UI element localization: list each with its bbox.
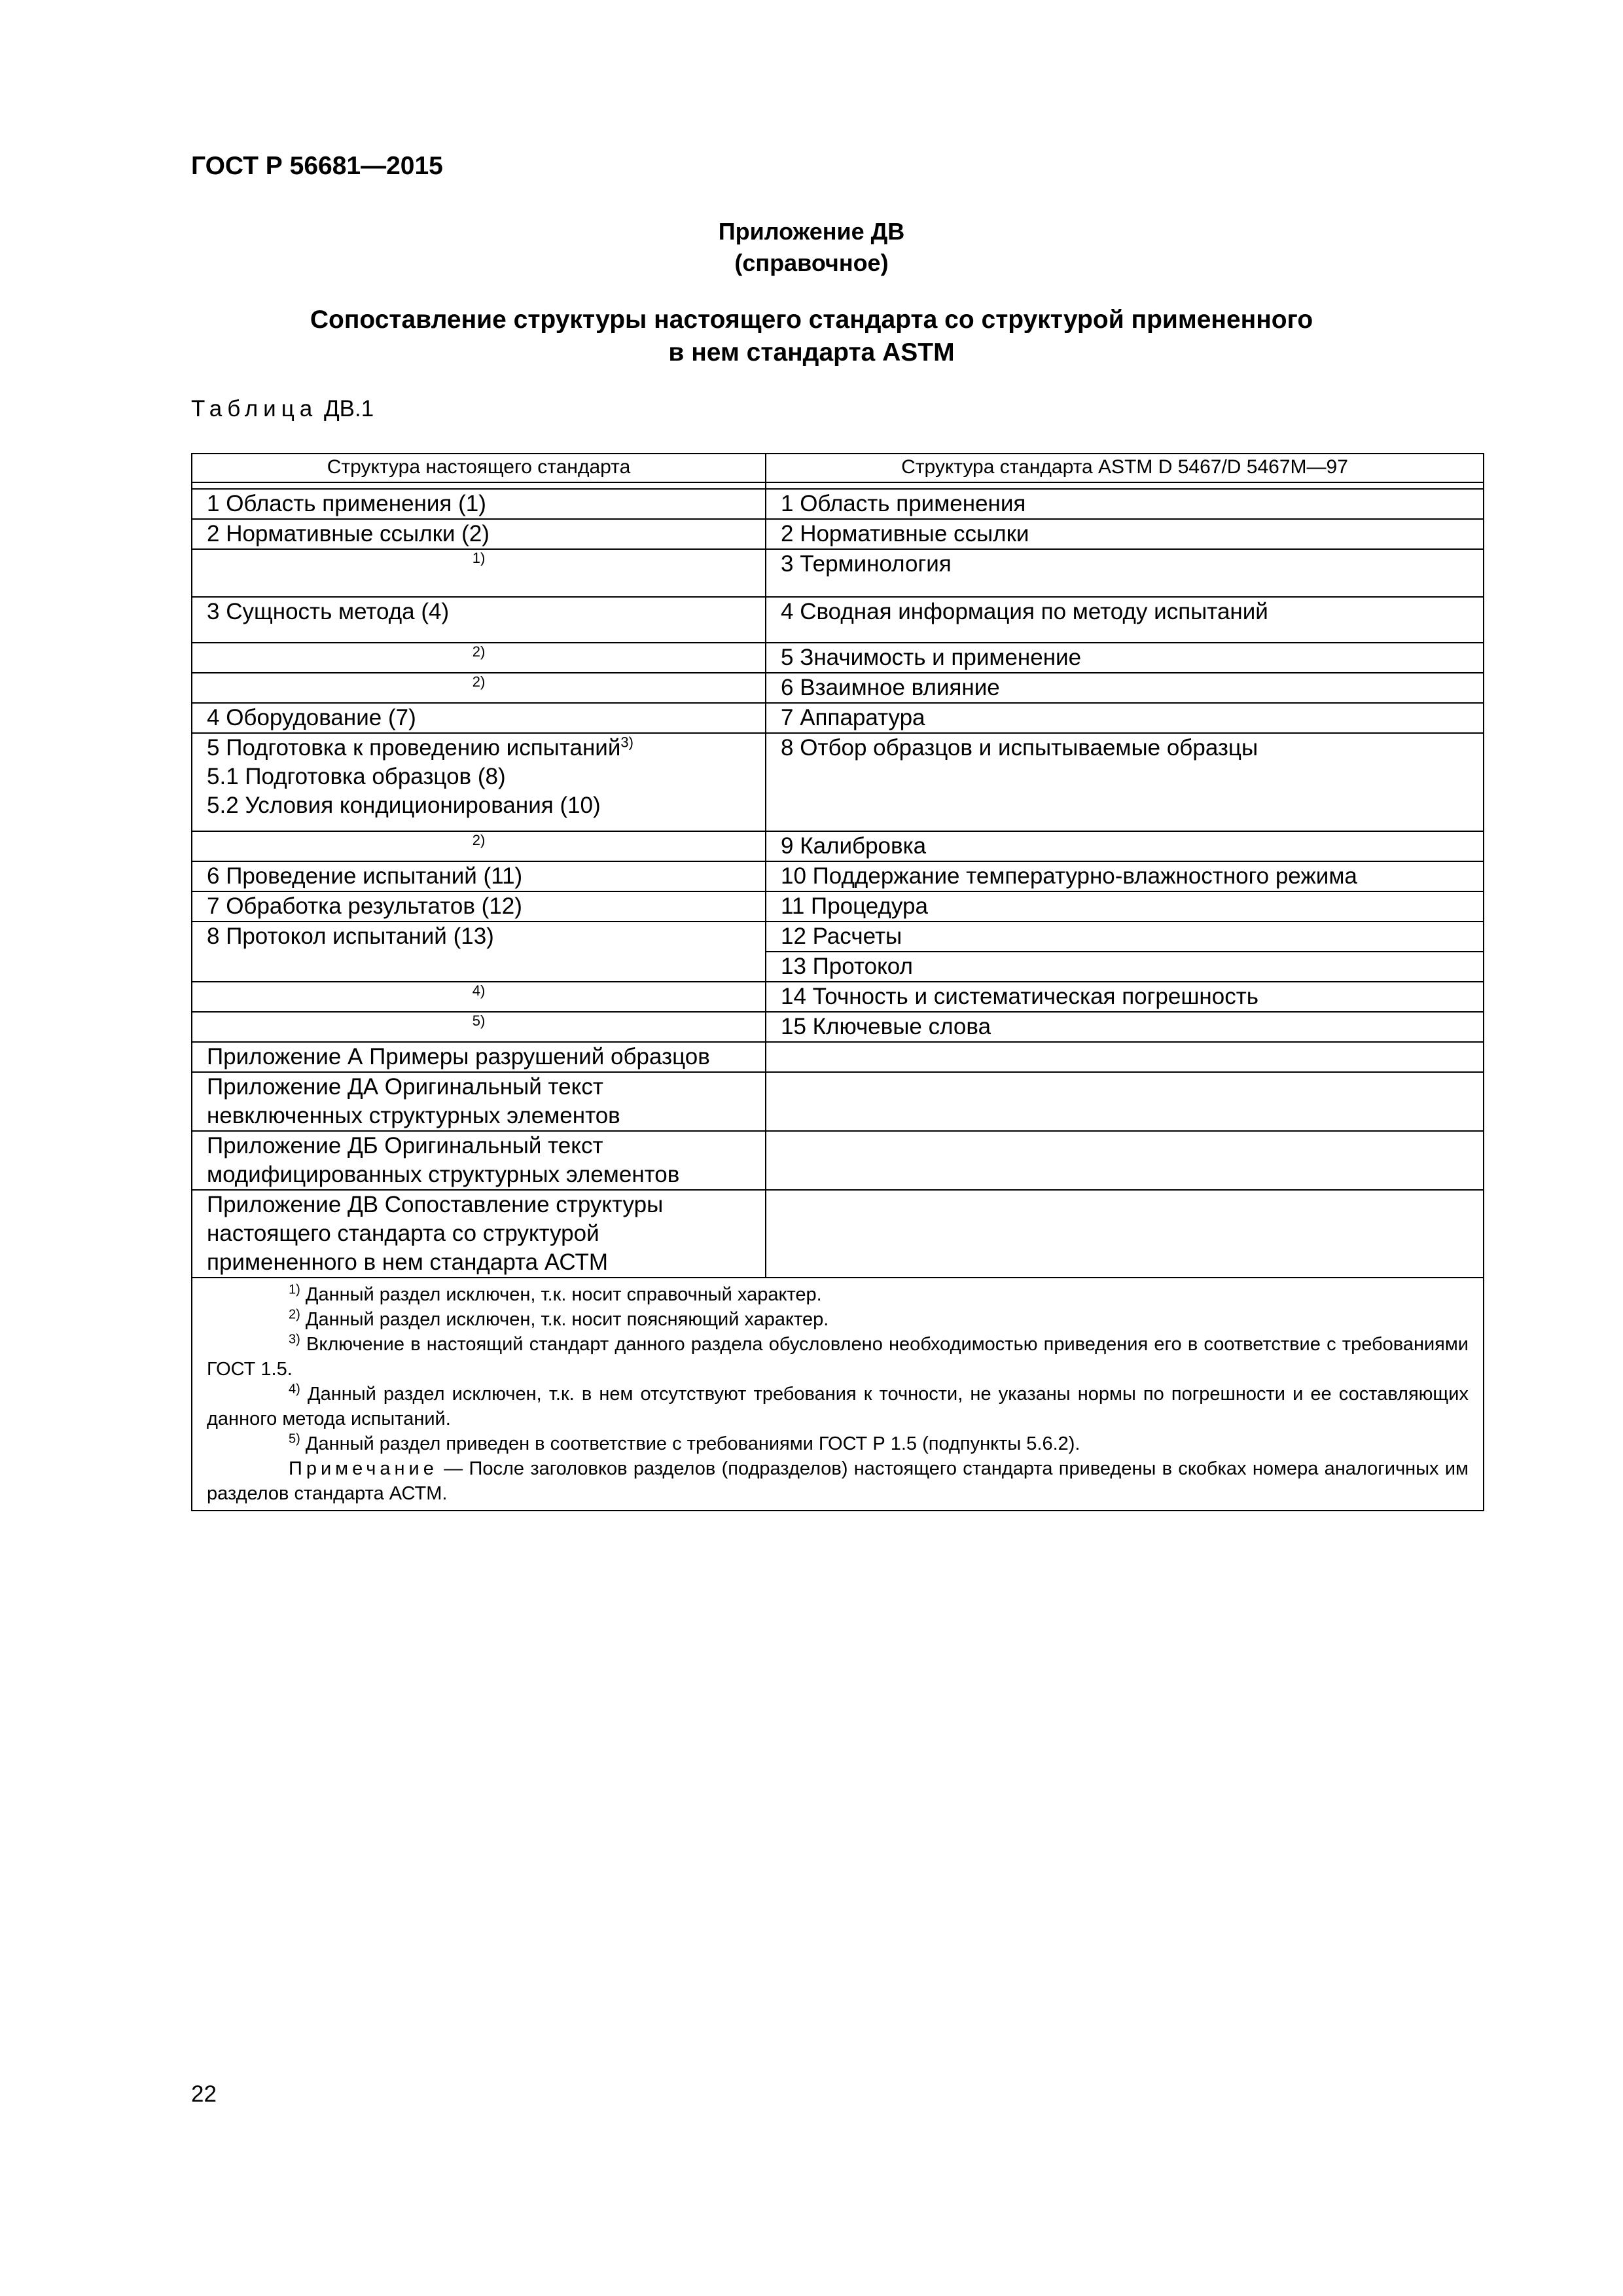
footnote-mark: 4) [472, 982, 486, 999]
table-row [192, 891, 1484, 922]
subsection-5-1: 5.1 Подготовка образцов (8) [207, 764, 506, 789]
table-row [192, 703, 1484, 733]
cell-this-standard [192, 733, 766, 831]
cell-astm: 12 Расчеты [766, 922, 1484, 952]
title-line-1: Сопоставление структуры настоящего стандарта со структурой примененного [310, 306, 1313, 334]
table-row [192, 922, 1484, 952]
cell-this-standard [192, 643, 766, 673]
cell-astm: 13 Протокол [766, 952, 1484, 982]
appendix-type: (справочное) [734, 249, 889, 276]
cell-astm [766, 1190, 1484, 1278]
appendix-title [0, 304, 1623, 369]
table-row [192, 549, 1484, 597]
table-notes-row [192, 1278, 1484, 1511]
footnote-5: $^{5)}$ Данный раздел приведен в соответствие с требованиями ГОСТ Р 1.5 (подпункты 5.6.2). [289, 1431, 1080, 1454]
table-row [192, 519, 1484, 549]
footnote-mark: 5) [472, 1013, 486, 1030]
comparison-table [191, 453, 1484, 1511]
footnote-4: $^{4)}$ Данный раздел исключен, т.к. в нем отсутствуют требования к точности, не указаны нормы по погрешности и ее составляющих данного метода испытаний. [207, 1382, 1469, 1429]
page-number: 22 [191, 2081, 217, 2107]
cell-this-standard: 1 Область применения (1) [192, 489, 766, 519]
table-spacer-row [192, 482, 1484, 489]
cell-this-standard: 3 Сущность метода (4) [192, 597, 766, 643]
cell-this-standard: Приложение ДА Оригинальный текст невключенных структурных элементов [192, 1072, 766, 1131]
cell-astm: 15 Ключевые слова [766, 1012, 1484, 1042]
cell-this-standard [192, 549, 766, 597]
table-row [192, 597, 1484, 643]
document-code: ГОСТ Р 56681—2015 [191, 152, 443, 180]
table-row [192, 489, 1484, 519]
table-caption-prefix: Таблица [191, 396, 318, 422]
cell-astm: 3 Терминология [766, 549, 1484, 597]
cell-astm [766, 1042, 1484, 1072]
cell-astm: 10 Поддержание температурно-влажностного режима [766, 861, 1484, 891]
cell-this-standard [192, 982, 766, 1012]
table-row [192, 1131, 1484, 1190]
table-row [192, 673, 1484, 703]
cell-this-standard: 4 Оборудование (7) [192, 703, 766, 733]
cell-astm: 7 Аппаратура [766, 703, 1484, 733]
footnote-mark: 1) [472, 550, 486, 567]
header-astm-standard: Структура стандарта ASTM D 5467/D 5467M—97 [766, 454, 1484, 482]
table-row [192, 982, 1484, 1012]
footnote-3: $^{3)}$ Включение в настоящий стандарт данного раздела обусловлено необходимостью приведения его в соответствие с требованиями ГОСТ 1.5. [207, 1332, 1469, 1380]
footnote-2: $^{2)}$ Данный раздел исключен, т.к. носит поясняющий характер. [289, 1307, 829, 1330]
cell-astm: 11 Процедура [766, 891, 1484, 922]
cell-astm: 8 Отбор образцов и испытываемые образцы [766, 733, 1484, 831]
header-this-standard: Структура настоящего стандарта [192, 454, 766, 482]
cell-astm: 1 Область применения [766, 489, 1484, 519]
cell-this-standard: 8 Протокол испытаний (13) [192, 922, 766, 982]
cell-astm: 6 Взаимное влияние [766, 673, 1484, 703]
table-header-row [192, 454, 1484, 482]
table-row [192, 861, 1484, 891]
table-row [192, 1042, 1484, 1072]
footnote-mark: 2) [472, 673, 486, 691]
footnote-mark: 2) [472, 643, 486, 660]
table-note [207, 1456, 1469, 1506]
appendix-heading [0, 216, 1623, 279]
cell-this-standard [192, 1012, 766, 1042]
cell-astm [766, 1131, 1484, 1190]
cell-astm [766, 1072, 1484, 1131]
cell-this-standard [192, 831, 766, 861]
cell-this-standard: 6 Проведение испытаний (11) [192, 861, 766, 891]
note-label: Примечание [289, 1458, 438, 1479]
footnote-mark: 3) [620, 734, 633, 751]
table-row [192, 1012, 1484, 1042]
cell-this-standard: 7 Обработка результатов (12) [192, 891, 766, 922]
section-5-title: 5 Подготовка к проведению испытаний [207, 735, 621, 761]
table-row [192, 733, 1484, 831]
table-row [192, 831, 1484, 861]
cell-astm: 9 Калибровка [766, 831, 1484, 861]
cell-this-standard [192, 673, 766, 703]
cell-astm: 4 Сводная информация по методу испытаний [766, 597, 1484, 643]
cell-this-standard: Приложение А Примеры разрушений образцов [192, 1042, 766, 1072]
title-line-2: в нем стандарта ASTM [668, 338, 955, 367]
cell-astm: 14 Точность и систематическая погрешность [766, 982, 1484, 1012]
cell-astm: 5 Значимость и применение [766, 643, 1484, 673]
note-text: — После заголовков разделов (подразделов) настоящего стандарта приведены в скобках номера аналогичных им разделов стандарта АСТМ. [207, 1458, 1469, 1504]
table-caption-number: ДВ.1 [323, 396, 374, 422]
table-caption [191, 396, 374, 422]
table-row [192, 1190, 1484, 1278]
footnote-1: $^{1)}$ Данный раздел исключен, т.к. носит справочный характер. [289, 1282, 822, 1305]
footnote-mark: 2) [472, 832, 486, 849]
cell-astm: 2 Нормативные ссылки [766, 519, 1484, 549]
appendix-label: Приложение ДВ [718, 218, 905, 245]
table-notes [192, 1278, 1484, 1511]
cell-this-standard: 2 Нормативные ссылки (2) [192, 519, 766, 549]
subsection-5-2: 5.2 Условия кондиционирования (10) [207, 793, 601, 818]
table-row [192, 643, 1484, 673]
cell-this-standard: Приложение ДБ Оригинальный текст модифицированных структурных элементов [192, 1131, 766, 1190]
table-row [192, 1072, 1484, 1131]
cell-this-standard: Приложение ДВ Сопоставление структуры настоящего стандарта со структурой примененного в нем стандарта АСТМ [192, 1190, 766, 1278]
